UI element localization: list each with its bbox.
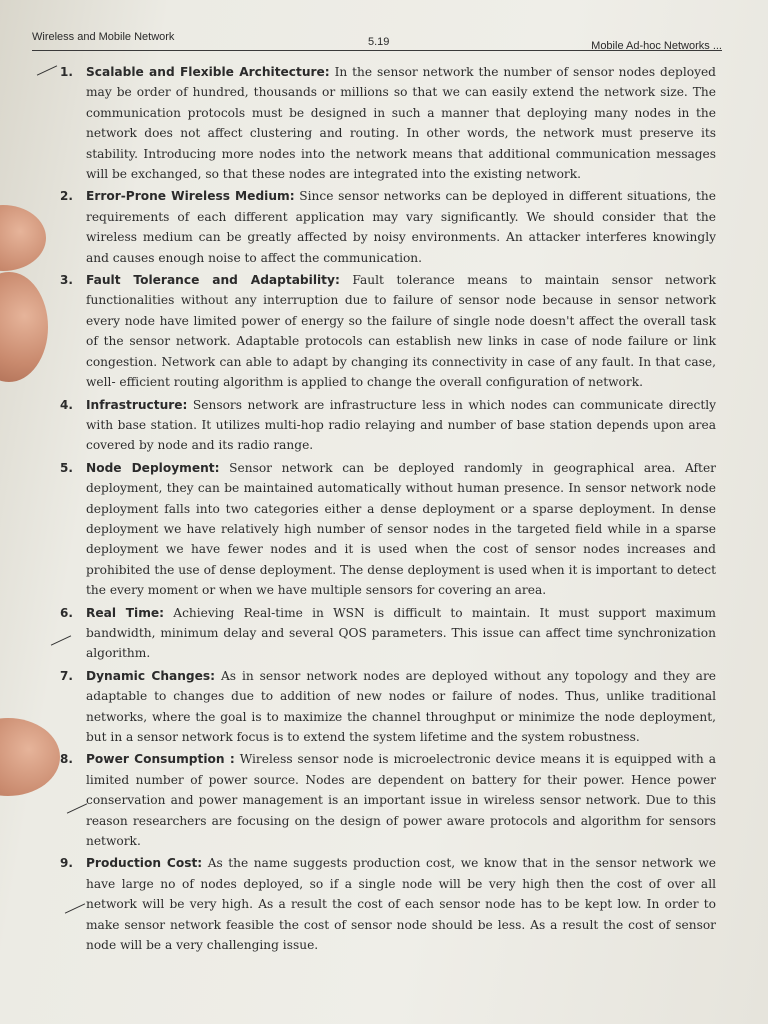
- item-number: 2.: [60, 189, 73, 204]
- finger: [0, 205, 46, 271]
- page-header: [32, 28, 722, 51]
- item-text: As the name suggests production cost, we know that in the sensor network we have large no of nodes deployed, so if a single node will be very high then the cost of over all network will be very high. As a result the cost of each sensor node has to be kept low. In order to make sensor network feasible the cost of sensor node should be less. As a result the cost of sensor node will be a very challenging issue.: [86, 856, 716, 953]
- list-item: [56, 853, 716, 955]
- list-item: [56, 62, 716, 184]
- item-number: 1.: [60, 65, 73, 79]
- item-text: Fault tolerance means to maintain sensor network functionalities without any interruption due to failure of sensor node because in sensor network every node have limited power of energy so the failure of single node doesn't affect the overall task of the sensor network. Adaptable protocols can establish new links in case of node failure or link congestion. Network can able to adapt by changing its connectivity in case of any fault. In that case, well- efficient routing algorithm is applied to change the overall configuration of network.: [86, 273, 716, 390]
- item-number: 7.: [60, 668, 73, 683]
- item-term: Dynamic Changes:: [86, 668, 216, 683]
- item-text: Wireless sensor node is microelectronic device means it is equipped with a limited number of power source. Nodes are dependent on battery for their power. Hence power conservation and power management is an important issue in wireless sensor network. Due to this reason researchers are focusing on the design of power aware protocols and algorithm for sensors network.: [86, 752, 716, 849]
- list-item: [56, 749, 716, 851]
- item-text: In the sensor network the number of sensor nodes deployed may be order of hundred, thousands or millions so that we can easily extend the network size. The communication protocols must be designed in such a manner that deploying many nodes in the network does not affect clustering and routing. In other words, the network must preserve its stability. Introducing more nodes into the network means that additional communication messages will be exchanged, so that these nodes are integrated into the existing network.: [86, 65, 716, 182]
- item-term: Fault Tolerance and Adaptability:: [86, 273, 340, 288]
- pen-tick-mark: [37, 65, 57, 75]
- header-book-title: Wireless and Mobile Network: [32, 31, 175, 43]
- finger: [0, 272, 48, 382]
- item-term: Infrastructure:: [86, 397, 188, 412]
- item-term: Error-Prone Wireless Medium:: [86, 189, 295, 204]
- finger: [0, 718, 60, 796]
- item-text: Sensor network can be deployed randomly in geographical area. After deployment, they can be maintained automatically without human presence. In sensor network node deployment falls into two categories either a dense deployment or a sparse deployment. In dense deployment we have relatively high number of sensor nodes in the targeted field while in a sparse deployment we have fewer nodes and it is used when the cost of sensor nodes increases and prohibited the use of dense deployment. The dense deployment is used when it is important to detect the every moment or when we have multiple sensors for covering an area.: [86, 460, 716, 598]
- item-term: Production Cost:: [86, 856, 203, 871]
- item-term: Power Consumption :: [86, 752, 235, 767]
- item-text: Sensors network are infrastructure less in which nodes can communicate directly with base station. It utilizes multi-hop radio relaying and number of base station depends upon area covered by node and its radio range.: [86, 397, 716, 453]
- item-number: 6.: [60, 605, 73, 620]
- header-page-number: 5.19: [368, 36, 390, 48]
- header-chapter-title: Mobile Ad-hoc Networks ...: [591, 40, 722, 52]
- list-item: [56, 270, 716, 392]
- item-text: Since sensor networks can be deployed in different situations, the requirements of each different application may vary significantly. We should consider that the wireless medium can be greatly affected by noisy environments. An attacker interferes knowingly and causes enough noise to affect the communication.: [86, 189, 716, 265]
- item-list: [56, 62, 716, 957]
- item-number: 4.: [60, 397, 73, 412]
- list-item: [56, 458, 716, 601]
- list-item: [56, 666, 716, 748]
- item-number: 5.: [60, 460, 73, 475]
- item-term: Node Deployment:: [86, 460, 220, 475]
- list-item: [56, 186, 716, 268]
- item-text: Achieving Real-time in WSN is difficult to maintain. It must support maximum bandwidth, minimum delay and several QOS parameters. This issue can affect time synchronization algorithm.: [86, 605, 716, 661]
- item-number: 3.: [60, 273, 73, 288]
- item-term: Scalable and Flexible Architecture:: [86, 65, 330, 79]
- item-number: 9.: [60, 856, 73, 871]
- item-number: 8.: [60, 752, 73, 767]
- item-term: Real Time:: [86, 605, 165, 620]
- item-text: As in sensor network nodes are deployed without any topology and they are adaptable to changes due to addition of new nodes or failure of nodes. Thus, unlike traditional networks, where the goal is to maximize the channel throughput or minimize the node deployment, but in a sensor network focus is to extend the system lifetime and the system robustness.: [86, 668, 716, 744]
- list-item: [56, 603, 716, 664]
- list-item: [56, 395, 716, 456]
